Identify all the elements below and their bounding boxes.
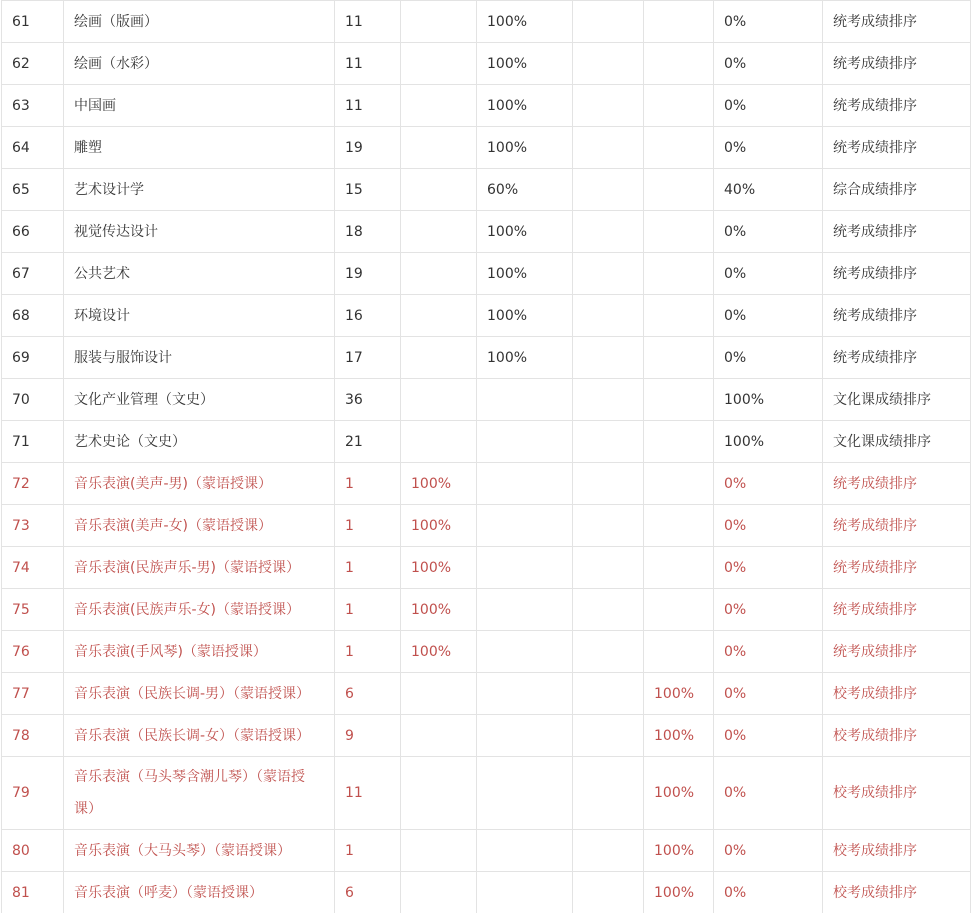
ratio-col5-cell — [477, 673, 573, 715]
table-row — [2, 547, 971, 589]
ratio-col5-cell — [477, 463, 573, 505]
plan-count-cell: 16 — [335, 295, 401, 337]
ratio-col7-cell — [644, 1, 714, 43]
major-name-cell: 音乐表演（呼麦）（蒙语授课） — [64, 872, 335, 914]
row-number-cell: 61 — [2, 1, 64, 43]
row-number-cell: 76 — [2, 631, 64, 673]
ratio-col8-cell: 0% — [714, 547, 823, 589]
row-number-cell: 72 — [2, 463, 64, 505]
ratio-col5-cell — [477, 379, 573, 421]
ratio-col5-cell: 100% — [477, 295, 573, 337]
ratio-col7-cell: 100% — [644, 673, 714, 715]
ratio-col7-cell — [644, 547, 714, 589]
plan-count-cell: 11 — [335, 43, 401, 85]
table-row — [2, 211, 971, 253]
ranking-rule-cell: 统考成绩排序 — [823, 211, 971, 253]
ratio-col6-cell — [573, 85, 644, 127]
row-number-cell: 73 — [2, 505, 64, 547]
ratio-col6-cell — [573, 253, 644, 295]
plan-count-cell: 1 — [335, 589, 401, 631]
row-number-cell: 67 — [2, 253, 64, 295]
ratio-col5-cell — [477, 757, 573, 830]
row-number-cell: 66 — [2, 211, 64, 253]
ratio-col7-cell — [644, 211, 714, 253]
ratio-col4-cell — [401, 295, 477, 337]
ratio-col8-cell: 0% — [714, 85, 823, 127]
ratio-col7-cell — [644, 337, 714, 379]
ratio-col7-cell: 100% — [644, 715, 714, 757]
table-row — [2, 631, 971, 673]
ratio-col6-cell — [573, 872, 644, 914]
ratio-col8-cell: 0% — [714, 872, 823, 914]
ratio-col7-cell — [644, 589, 714, 631]
ratio-col8-cell: 0% — [714, 43, 823, 85]
ratio-col5-cell: 100% — [477, 337, 573, 379]
ratio-col6-cell — [573, 505, 644, 547]
plan-count-cell: 6 — [335, 872, 401, 914]
ratio-col8-cell: 0% — [714, 673, 823, 715]
table-row — [2, 295, 971, 337]
table-row — [2, 757, 971, 830]
ratio-col4-cell — [401, 211, 477, 253]
row-number-cell: 70 — [2, 379, 64, 421]
ranking-rule-cell: 校考成绩排序 — [823, 830, 971, 872]
ratio-col7-cell — [644, 295, 714, 337]
table-body — [2, 1, 971, 914]
major-name-cell: 绘画（水彩） — [64, 43, 335, 85]
plan-count-cell: 1 — [335, 505, 401, 547]
ranking-rule-cell: 统考成绩排序 — [823, 295, 971, 337]
ranking-rule-cell: 统考成绩排序 — [823, 43, 971, 85]
major-name-cell: 中国画 — [64, 85, 335, 127]
plan-count-cell: 18 — [335, 211, 401, 253]
table-row — [2, 421, 971, 463]
ranking-rule-cell: 校考成绩排序 — [823, 673, 971, 715]
table-row — [2, 830, 971, 872]
plan-count-cell: 6 — [335, 673, 401, 715]
ratio-col7-cell: 100% — [644, 757, 714, 830]
ratio-col6-cell — [573, 43, 644, 85]
row-number-cell: 63 — [2, 85, 64, 127]
ratio-col7-cell — [644, 631, 714, 673]
table-row — [2, 1, 971, 43]
ratio-col4-cell: 100% — [401, 505, 477, 547]
major-name-cell: 视觉传达设计 — [64, 211, 335, 253]
plan-count-cell: 1 — [335, 547, 401, 589]
ratio-col7-cell — [644, 505, 714, 547]
major-name-cell: 音乐表演(美声-男)（蒙语授课） — [64, 463, 335, 505]
ratio-col8-cell: 0% — [714, 127, 823, 169]
table-row — [2, 43, 971, 85]
row-number-cell: 65 — [2, 169, 64, 211]
ranking-rule-cell: 综合成绩排序 — [823, 169, 971, 211]
table-row — [2, 715, 971, 757]
table-row — [2, 872, 971, 914]
plan-count-cell: 36 — [335, 379, 401, 421]
table-row — [2, 379, 971, 421]
ratio-col5-cell — [477, 505, 573, 547]
ratio-col5-cell — [477, 872, 573, 914]
ratio-col8-cell: 0% — [714, 631, 823, 673]
ranking-rule-cell: 文化课成绩排序 — [823, 421, 971, 463]
ratio-col7-cell — [644, 127, 714, 169]
ratio-col6-cell — [573, 169, 644, 211]
ratio-col6-cell — [573, 295, 644, 337]
ratio-col8-cell: 0% — [714, 757, 823, 830]
plan-count-cell: 15 — [335, 169, 401, 211]
ratio-col7-cell — [644, 253, 714, 295]
major-name-cell: 艺术史论（文史） — [64, 421, 335, 463]
ratio-col8-cell: 0% — [714, 1, 823, 43]
ratio-col4-cell — [401, 253, 477, 295]
table-row — [2, 505, 971, 547]
row-number-cell: 78 — [2, 715, 64, 757]
ratio-col4-cell — [401, 43, 477, 85]
ratio-col7-cell — [644, 463, 714, 505]
table-row — [2, 673, 971, 715]
ratio-col5-cell: 100% — [477, 85, 573, 127]
ratio-col4-cell — [401, 715, 477, 757]
ratio-col8-cell: 0% — [714, 505, 823, 547]
ratio-col4-cell — [401, 85, 477, 127]
ratio-col4-cell — [401, 379, 477, 421]
ratio-col4-cell: 100% — [401, 631, 477, 673]
ranking-rule-cell: 统考成绩排序 — [823, 463, 971, 505]
major-name-cell: 音乐表演(手风琴)（蒙语授课） — [64, 631, 335, 673]
plan-count-cell: 1 — [335, 830, 401, 872]
ratio-col5-cell: 60% — [477, 169, 573, 211]
ranking-rule-cell: 统考成绩排序 — [823, 127, 971, 169]
ratio-col4-cell — [401, 872, 477, 914]
plan-count-cell: 11 — [335, 85, 401, 127]
ratio-col6-cell — [573, 1, 644, 43]
ranking-rule-cell: 统考成绩排序 — [823, 589, 971, 631]
ratio-col4-cell — [401, 1, 477, 43]
ratio-col5-cell — [477, 547, 573, 589]
ratio-col5-cell: 100% — [477, 253, 573, 295]
ratio-col7-cell: 100% — [644, 872, 714, 914]
plan-count-cell: 21 — [335, 421, 401, 463]
major-name-cell: 音乐表演（民族长调-男）（蒙语授课） — [64, 673, 335, 715]
ratio-col6-cell — [573, 337, 644, 379]
row-number-cell: 64 — [2, 127, 64, 169]
row-number-cell: 75 — [2, 589, 64, 631]
ranking-rule-cell: 统考成绩排序 — [823, 631, 971, 673]
table-row — [2, 589, 971, 631]
ratio-col4-cell — [401, 757, 477, 830]
ratio-col6-cell — [573, 631, 644, 673]
major-name-cell: 雕塑 — [64, 127, 335, 169]
ratio-col5-cell: 100% — [477, 43, 573, 85]
ratio-col5-cell: 100% — [477, 127, 573, 169]
ratio-col5-cell: 100% — [477, 1, 573, 43]
plan-count-cell: 19 — [335, 127, 401, 169]
major-name-cell: 音乐表演(民族声乐-女)（蒙语授课） — [64, 589, 335, 631]
ratio-col5-cell — [477, 589, 573, 631]
table-row — [2, 127, 971, 169]
ranking-rule-cell: 统考成绩排序 — [823, 1, 971, 43]
ranking-rule-cell: 校考成绩排序 — [823, 872, 971, 914]
ratio-col5-cell — [477, 631, 573, 673]
major-name-cell: 艺术设计学 — [64, 169, 335, 211]
ratio-col8-cell: 0% — [714, 589, 823, 631]
ranking-rule-cell: 校考成绩排序 — [823, 757, 971, 830]
row-number-cell: 81 — [2, 872, 64, 914]
ratio-col5-cell — [477, 830, 573, 872]
ratio-col6-cell — [573, 757, 644, 830]
ratio-col8-cell: 0% — [714, 253, 823, 295]
ratio-col8-cell: 0% — [714, 337, 823, 379]
ratio-col4-cell — [401, 421, 477, 463]
ratio-col7-cell — [644, 85, 714, 127]
ratio-col6-cell — [573, 379, 644, 421]
ratio-col8-cell: 0% — [714, 211, 823, 253]
admission-plan-table — [1, 0, 971, 913]
ratio-col4-cell — [401, 337, 477, 379]
ratio-col6-cell — [573, 830, 644, 872]
ratio-col6-cell — [573, 211, 644, 253]
plan-count-cell: 1 — [335, 631, 401, 673]
ranking-rule-cell: 统考成绩排序 — [823, 85, 971, 127]
table-row — [2, 169, 971, 211]
ratio-col4-cell: 100% — [401, 463, 477, 505]
row-number-cell: 71 — [2, 421, 64, 463]
ranking-rule-cell: 统考成绩排序 — [823, 337, 971, 379]
plan-count-cell: 9 — [335, 715, 401, 757]
ranking-rule-cell: 统考成绩排序 — [823, 547, 971, 589]
ratio-col6-cell — [573, 463, 644, 505]
table-row — [2, 253, 971, 295]
table-row — [2, 463, 971, 505]
major-name-cell: 音乐表演（民族长调-女）（蒙语授课） — [64, 715, 335, 757]
ranking-rule-cell: 统考成绩排序 — [823, 253, 971, 295]
plan-count-cell: 11 — [335, 757, 401, 830]
ratio-col4-cell: 100% — [401, 589, 477, 631]
ranking-rule-cell: 校考成绩排序 — [823, 715, 971, 757]
major-name-cell: 环境设计 — [64, 295, 335, 337]
ratio-col5-cell: 100% — [477, 211, 573, 253]
row-number-cell: 62 — [2, 43, 64, 85]
ratio-col6-cell — [573, 127, 644, 169]
ratio-col7-cell — [644, 421, 714, 463]
ratio-col4-cell — [401, 169, 477, 211]
ratio-col4-cell: 100% — [401, 547, 477, 589]
ratio-col4-cell — [401, 830, 477, 872]
table-row — [2, 85, 971, 127]
major-name-cell: 音乐表演（大马头琴）（蒙语授课） — [64, 830, 335, 872]
ratio-col7-cell — [644, 379, 714, 421]
ratio-col7-cell — [644, 169, 714, 211]
ratio-col6-cell — [573, 589, 644, 631]
major-name-cell: 音乐表演(美声-女)（蒙语授课） — [64, 505, 335, 547]
ratio-col8-cell: 0% — [714, 295, 823, 337]
ratio-col8-cell: 0% — [714, 715, 823, 757]
major-name-cell: 服装与服饰设计 — [64, 337, 335, 379]
plan-count-cell: 1 — [335, 463, 401, 505]
ratio-col8-cell: 100% — [714, 421, 823, 463]
row-number-cell: 77 — [2, 673, 64, 715]
ratio-col8-cell: 0% — [714, 830, 823, 872]
ratio-col6-cell — [573, 421, 644, 463]
major-name-cell: 音乐表演（马头琴含潮儿琴）（蒙语授课） — [64, 757, 335, 830]
ratio-col8-cell: 40% — [714, 169, 823, 211]
ratio-col7-cell: 100% — [644, 830, 714, 872]
ratio-col4-cell — [401, 127, 477, 169]
ratio-col6-cell — [573, 547, 644, 589]
ratio-col6-cell — [573, 715, 644, 757]
major-name-cell: 文化产业管理（文史） — [64, 379, 335, 421]
major-name-cell: 公共艺术 — [64, 253, 335, 295]
row-number-cell: 74 — [2, 547, 64, 589]
plan-count-cell: 11 — [335, 1, 401, 43]
row-number-cell: 79 — [2, 757, 64, 830]
row-number-cell: 69 — [2, 337, 64, 379]
table-row — [2, 337, 971, 379]
ranking-rule-cell: 文化课成绩排序 — [823, 379, 971, 421]
ranking-rule-cell: 统考成绩排序 — [823, 505, 971, 547]
ratio-col6-cell — [573, 673, 644, 715]
ratio-col5-cell — [477, 421, 573, 463]
major-name-cell: 绘画（版画） — [64, 1, 335, 43]
ratio-col7-cell — [644, 43, 714, 85]
major-name-cell: 音乐表演(民族声乐-男)（蒙语授课） — [64, 547, 335, 589]
row-number-cell: 68 — [2, 295, 64, 337]
ratio-col8-cell: 0% — [714, 463, 823, 505]
ratio-col5-cell — [477, 715, 573, 757]
ratio-col8-cell: 100% — [714, 379, 823, 421]
row-number-cell: 80 — [2, 830, 64, 872]
plan-count-cell: 17 — [335, 337, 401, 379]
plan-count-cell: 19 — [335, 253, 401, 295]
ratio-col4-cell — [401, 673, 477, 715]
